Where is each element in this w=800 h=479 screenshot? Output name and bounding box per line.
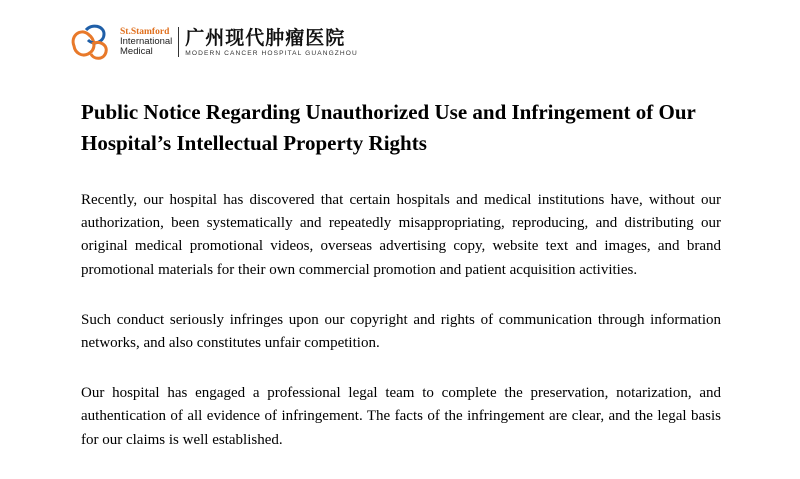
notice-body xyxy=(81,189,721,479)
logo-line-medical: Medical xyxy=(120,46,153,57)
logo-brand-name: St.Stamford xyxy=(120,27,170,37)
logo-hospital-english-name: MODERN CANCER HOSPITAL GUANGZHOU xyxy=(185,49,358,57)
notice-paragraph-2: Such conduct seriously infringes upon our copyright and rights of communication through information networks, and also constitutes unfair competition. xyxy=(81,311,721,352)
interlocking-rings-logo-icon xyxy=(66,20,116,64)
notice-paragraph-1: Recently, our hospital has discovered that certain hospitals and medical institutions have, without our authorization, been systematically and repeatedly misappropriating, reproducing, and distributing our original medical promotional videos, overseas advertising copy, website text and images, and brand promotional materials for their own commercial promotion and patient acquisition activities. xyxy=(81,192,721,278)
hospital-logo xyxy=(66,20,358,64)
logo-divider xyxy=(178,27,179,57)
notice-paragraph-3: Our hospital has engaged a professional legal team to complete the preservation, notarization, and authentication of all evidence of infringement. The facts of the infringement are clear, and the legal basis for our claims is well established. xyxy=(81,385,721,448)
logo-chinese-block xyxy=(185,27,358,58)
logo-english-text xyxy=(120,27,172,57)
notice-title: Public Notice Regarding Unauthorized Use and Infringement of Our Hospital’s Intellectual Property Rights xyxy=(81,100,696,155)
logo-chinese-name: 广州现代肿瘤医院 xyxy=(185,26,346,49)
logo-line-international: International xyxy=(120,36,173,47)
